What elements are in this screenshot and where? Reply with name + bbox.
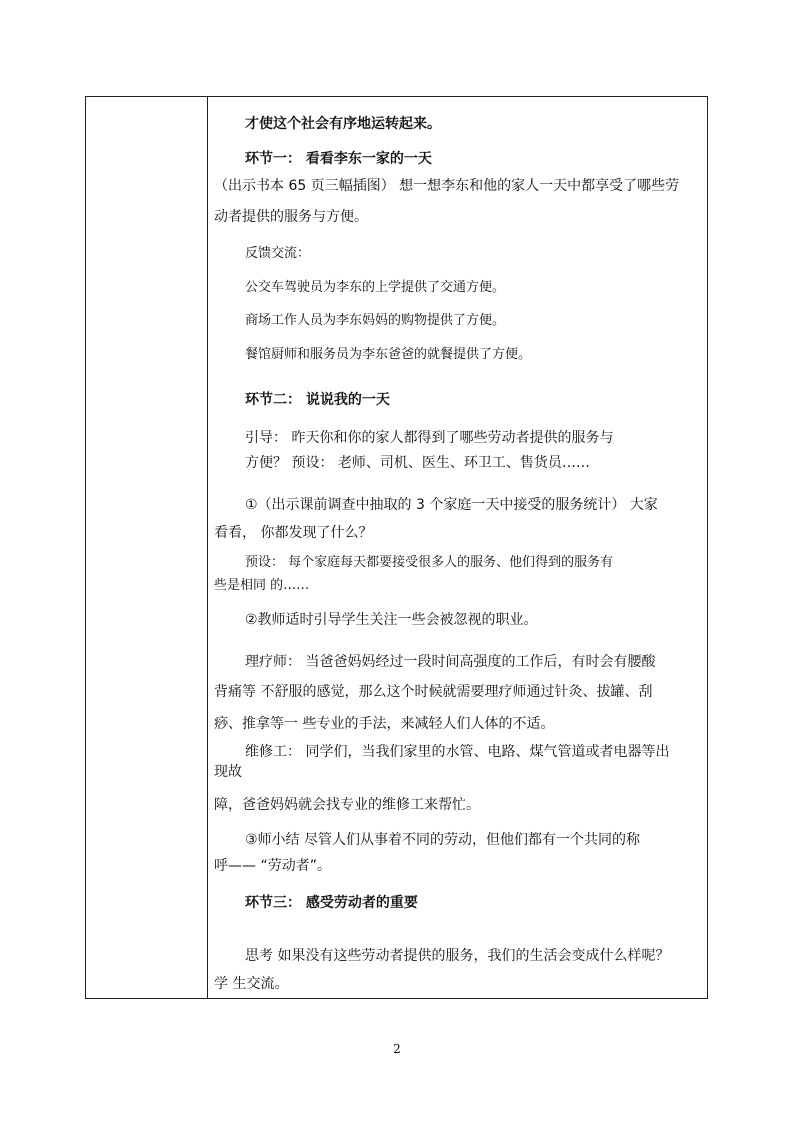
text-line: 餐馆厨师和服务员为李东爸爸的就餐提供了方便。 — [245, 347, 532, 362]
text-line: ②教师适时引导学生关注一些会被忽视的职业。 — [245, 612, 538, 628]
text-line: ①（出示课前调查中抽取的 3 个家庭一天中接受的服务统计） 大家 — [245, 497, 658, 513]
text-line: 预设： 每个家庭每天都要接受很多人的服务、他们得到的服务有 — [245, 555, 614, 570]
text-line: 理疗师： 当爸爸妈妈经过一段时间高强度的工作后，有时会有腰酸 — [245, 654, 656, 670]
text-line: 商场工作人员为李东妈妈的购物提供了方便。 — [245, 313, 506, 328]
text-line: 动者提供的服务与方便。 — [214, 209, 368, 225]
text-line: 才使这个社会有序地运转起来。 — [245, 116, 441, 132]
lesson-table — [85, 96, 708, 999]
lesson-content-cell — [214, 97, 704, 998]
text-line: 痧、推拿等一 些专业的手法，来减轻人们人体的不适。 — [214, 716, 555, 732]
text-line: 方便？ 预设： 老师、司机、医生、环卫工、售货员…… — [245, 455, 590, 471]
text-line: 反馈交流： — [245, 246, 311, 261]
text-line: （出示书本 65 页三幅插图） 想一想李东和他的家人一天中都享受了哪些劳 — [214, 178, 680, 194]
text-line: 些是相同 的…… — [214, 578, 310, 593]
page-number: 2 — [393, 1042, 401, 1056]
text-line: 背痛等 不舒服的感觉，那么这个时候就需要理疗师通过针灸、拔罐、刮 — [214, 684, 653, 700]
text-line: ③师小结 尽管人们从事着不同的劳动，但他们都有一个共同的称 — [245, 832, 640, 848]
section-heading-1: 环节一： 看看李东一家的一天 — [245, 151, 432, 167]
section-heading-2: 环节二： 说说我的一天 — [245, 392, 390, 408]
text-line: 呼—— “劳动者”。 — [214, 858, 331, 874]
text-line: 障，爸爸妈妈就会找专业的维修工来帮忙。 — [214, 797, 480, 813]
text-line: 公交车驾驶员为李东的上学提供了交通方便。 — [245, 280, 506, 295]
text-line: 看看， 你都发现了什么？ — [214, 525, 373, 541]
text-line: 维修工： 同学们，当我们家里的水管、电路、煤气管道或者电器等出 — [245, 744, 670, 760]
column-divider — [207, 97, 208, 998]
text-line: 思考 如果没有这些劳动者提供的服务，我们的生活会变成什么样呢？ — [245, 948, 670, 964]
text-line: 学 生交流。 — [214, 976, 289, 992]
section-heading-3: 环节三： 感受劳动者的重要 — [245, 895, 418, 911]
text-line: 引导： 昨天你和你的家人都得到了哪些劳动者提供的服务与 — [245, 430, 614, 446]
text-line: 现故 — [214, 764, 242, 780]
